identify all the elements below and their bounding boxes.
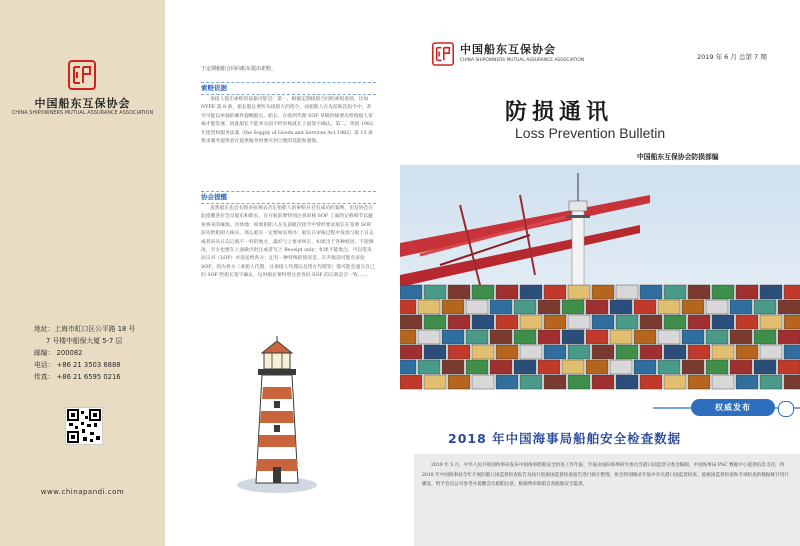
section-paragraph: 虽然船东也会有很多抗辩去否定租船人的索赔并且有成功的案例，但是协会在此提醒各位会员船东和船长，在开航前要特别注意审核 SOF 上面的记载细节以避免将来的麻烦。具体地：如果租船人在先前航次指令中曾经要求船长在签署 SOF 前先给租船人核实，那么船长一定要如实照办；船长在审核过程中发现与船上日志或者码头日志记载不一样的地方，最好与上要求纠正，如果出于各种原因，不能修改，至少也要在上面做出批注或者写上 Receipt only；如果不能批注，可以签发抗议书（LOP）并发送给各方；还有一种特殊的情况是，在开航前可能有多份 SOF，因为各方（承租人代理、分承租人代理以及货方代理等）都可能会递交自己的 SOF 给船长签字确认，这时船长要特别注意各份 SOF 的记载是否一致…… [201, 206, 375, 279]
section-heading-claim-basis [201, 82, 376, 95]
intro-line: 于定期租船合同向船东提出索赔。 [201, 66, 277, 72]
section-heading-reminder [201, 191, 376, 204]
section-paragraph: 承租人提出索赔的依据可能是：第一，根据定期租船合同的索赔条款，比如 NYPE 第 8 条，租长船长要听从租船人的指令，而租船人在先前航次指令中，甚至可能以单独的邮件提醒船长。船长，在收到代理 SOF 草稿时核要先给租船人审核才能签署，因此船长不能单方面不经审核就在上面签字确认。第二，英国 1982 年提货和服务法案（the Supply of Goods and Services Act 1982）第 13 条要求服务提供者在提供服务时要尽到合理的技能和谨慎。 [201, 97, 374, 145]
feature-headline: 2018 年中国海事局船舶安全检查数据 [448, 431, 682, 446]
editor-credit: 中国船东互保协会防损部编 [637, 153, 719, 161]
fax: 传真： +86 21 6595 0216 [34, 373, 121, 381]
website-link[interactable]: www.chinapandi.com [40, 488, 125, 496]
badge-dot-icon [778, 401, 794, 417]
front-org-name-en: CHINA SHIPOWNERS MUTUAL ASSURANCE ASSOCIATION [460, 58, 585, 63]
lighthouse-illustration [232, 335, 322, 495]
section-heading-label: 协会提醒 [201, 193, 227, 201]
address-line-2: 7 号楼中船保大厦 5-7 层 [46, 337, 123, 345]
summary-text: 2019 年 5 月，中华人民共和国海事局发布中国海事船舶安全检查工作年报，年报由国际海事研究委员会港口国监督分委会编制，中国海事局 PSC 数据中心提供信息支持，将 2018 年中国海事局全年开展的港口国监督检查报告及执行船旗国监督检查报告进行统计整理，协会特别摘录年报中有关港口国监督检查、船旗国监督检查和专项检查的数据统计进行播发，给予会员公司参考并提醒会员船舶注意，根据判举缺陷自查船舶安全隐患。 [422, 463, 789, 488]
container-port-photo [400, 165, 800, 390]
contact-block [34, 323, 135, 383]
qr-code-icon [65, 407, 103, 445]
phone: 电话： +86 21 3503 6888 [34, 361, 121, 369]
bulletin-title-en: Loss Prevention Bulletin [515, 125, 666, 141]
issue-info: 2019 年 6 月 总第 7 期 [697, 53, 767, 61]
authoritative-release-badge: 权威发布 [691, 399, 775, 416]
postcode: 邮编： 200082 [34, 349, 83, 357]
front-org-name-cn: 中国船东互保协会 [460, 43, 556, 56]
address-line: 地址：上海市虹口区公平路 18 号 [34, 325, 136, 333]
section-heading-label: 索赔依据 [201, 84, 227, 92]
china-pi-logo-icon [432, 42, 454, 66]
back-org-name-cn: 中国船东互保协会 [34, 97, 131, 110]
china-pi-logo-icon [68, 60, 96, 90]
back-org-name-en: CHINA SHIPOWNERS MUTUAL ASSURANCE ASSOCIATION [11, 110, 154, 116]
bulletin-title-cn: 防损通讯 [505, 100, 614, 125]
